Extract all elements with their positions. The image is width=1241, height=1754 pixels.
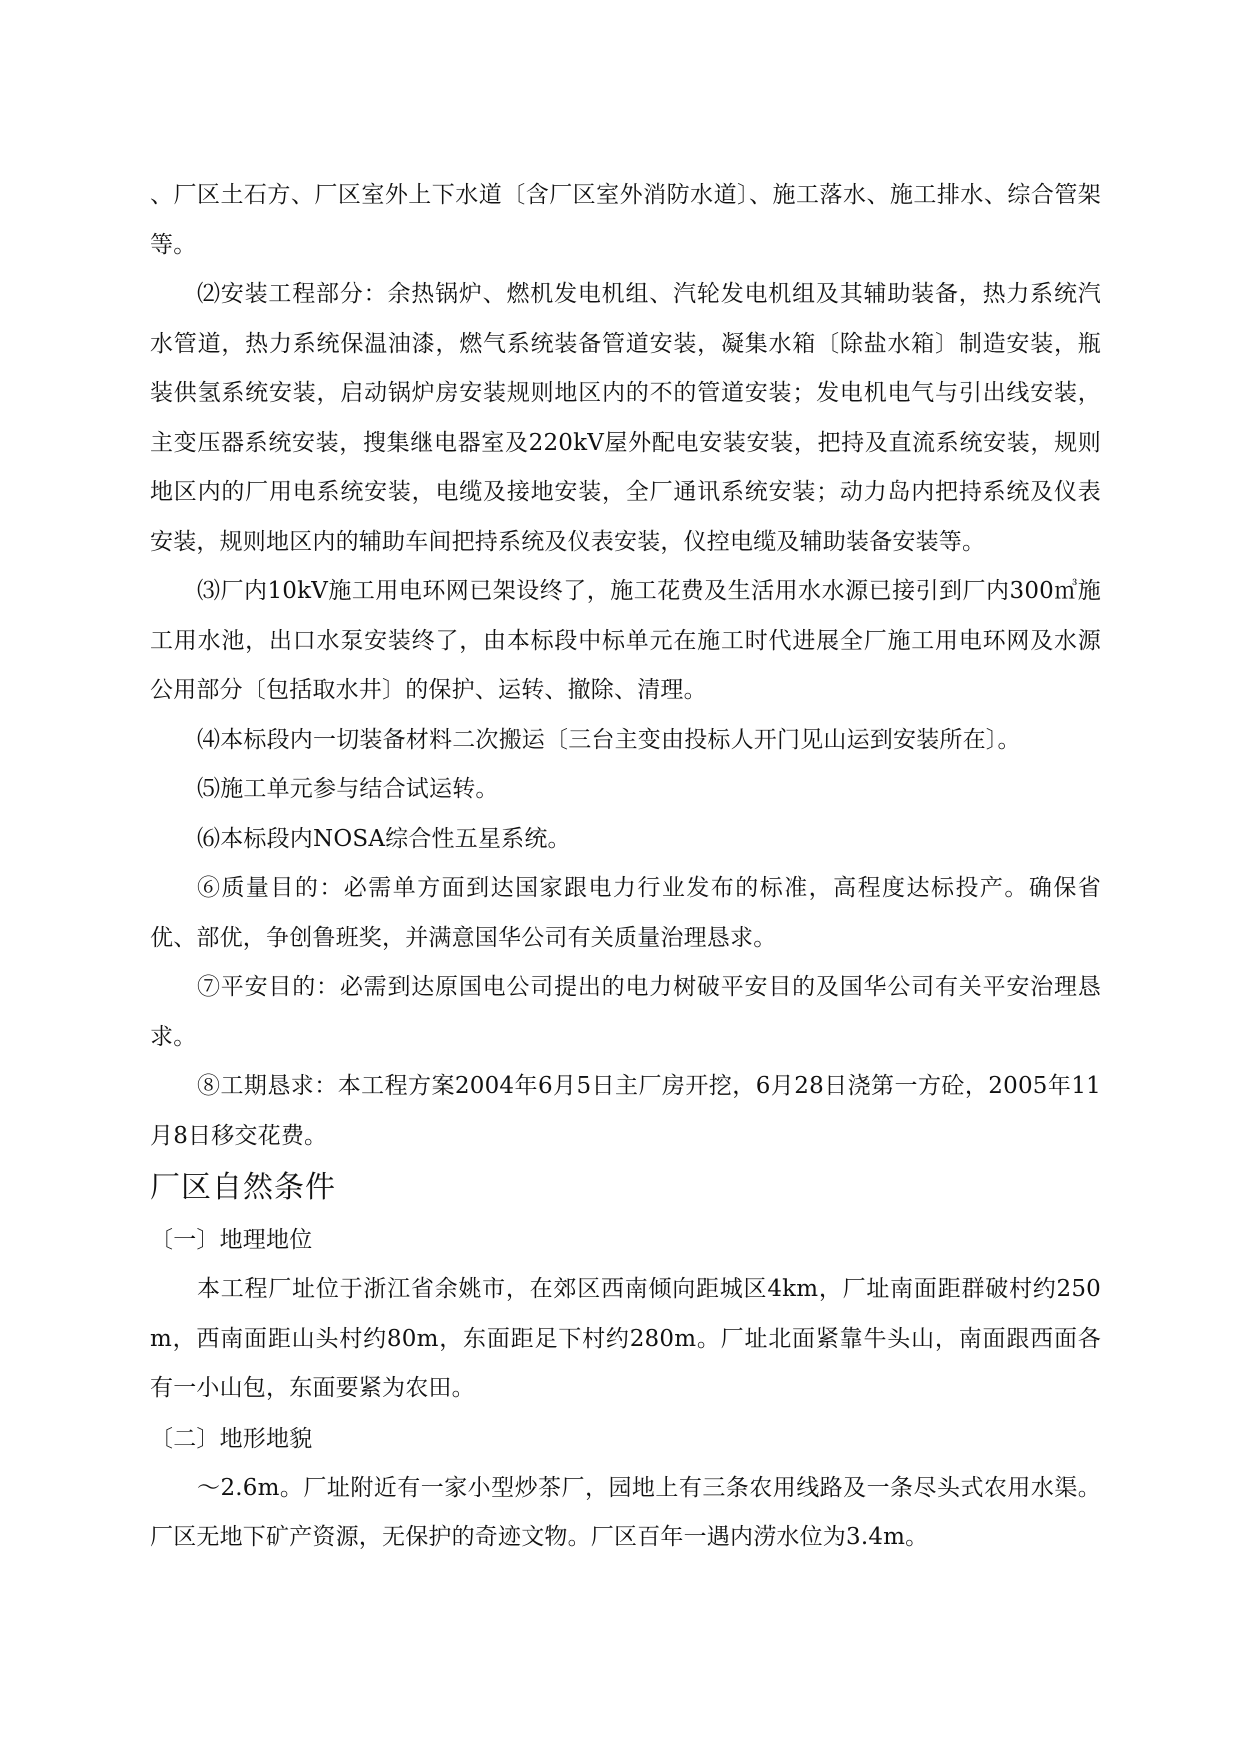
paragraph-safety-goal: ⑦平安目的：必需到达原国电公司提出的电力树破平安目的及国华公司有关平安治理恳求。 xyxy=(150,974,1101,1050)
paragraph-quality-goal: ⑥质量目的：必需单方面到达国家跟电力行业发布的标准，高程度达标投产。确保省优、部优，争创鲁班奖，并满意国华公司有关质量治理恳求。 xyxy=(150,875,1101,951)
paragraph-topography: ～2.6m。厂址附近有一家小型炒茶厂，园地上有三条农用线路及一条尽头式农用水渠。厂区无地下矿产资源，无保护的奇迹文物。厂区百年一遇内涝水位为3.4m。 xyxy=(150,1474,1101,1550)
paragraph-trial-run: ⑸施工单元参与结合试运转。 xyxy=(197,776,499,802)
subheading-geographic-location: 〔一〕地理地位 xyxy=(150,1227,313,1253)
paragraph-installation-scope: ⑵安装工程部分：余热锅炉、燃机发电机组、汽轮发电机组及其辅助装备，热力系统汽水管道，热力系统保温油漆，燃气系统装备管道安装，凝集水箱〔除盐水箱〕制造安装，瓶装供氢系统安装，启动锅炉房安装规则地区内的不的管道安装；发电机电气与引出线安装，主变压器系统安装，搜集继电器室及220kV屋外配电安装安装，把持及直流系统安装，规则地区内的厂用电系统安装，电缆及接地安装，全厂通讯系统安装；动力岛内把持系统及仪表安装，规则地区内的辅助车间把持系统及仪表安装，仪控电缆及辅助装备安装等。 xyxy=(150,281,1101,555)
subheading-topography: 〔二〕地形地貌 xyxy=(150,1425,313,1452)
paragraph-scope-continued: 、厂区土石方、厂区室外上下水道〔含厂区室外消防水道〕、施工落水、施工排水、综合管架等。 xyxy=(150,182,1101,258)
paragraph-schedule: ⑧工期恳求：本工程方案2004年6月5日主厂房开挖，6月28日浇第一方砼，2005年11月8日移交花费。 xyxy=(150,1073,1101,1149)
section-heading-site-conditions: 厂区自然条件 xyxy=(150,1170,336,1205)
paragraph-nosa-system: ⑹本标段内NOSA综合性五星系统。 xyxy=(197,825,571,852)
paragraph-material-transport: ⑷本标段内一切装备材料二次搬运〔三台主变由投标人开门见山运到安装所在〕。 xyxy=(197,726,1021,753)
paragraph-construction-power: ⑶厂内10kV施工用电环网已架设终了，施工花费及生活用水水源已接引到厂内300㎥施工用水池，出口水泵安装终了，由本标段中标单元在施工时代进展全厂施工用电环网及水源公用部分〔包括取水井〕的保护、运转、撤除、清理。 xyxy=(150,578,1101,703)
paragraph-geographic-location: 本工程厂址位于浙江省余姚市，在郊区西南倾向距城区4km，厂址南面距群破村约250m，西南面距山头村约80m，东面距足下村约280m。厂址北面紧靠牛头山，南面跟西面各有一小山包，东面要紧为农田。 xyxy=(150,1276,1101,1401)
document-page xyxy=(150,171,1101,1563)
